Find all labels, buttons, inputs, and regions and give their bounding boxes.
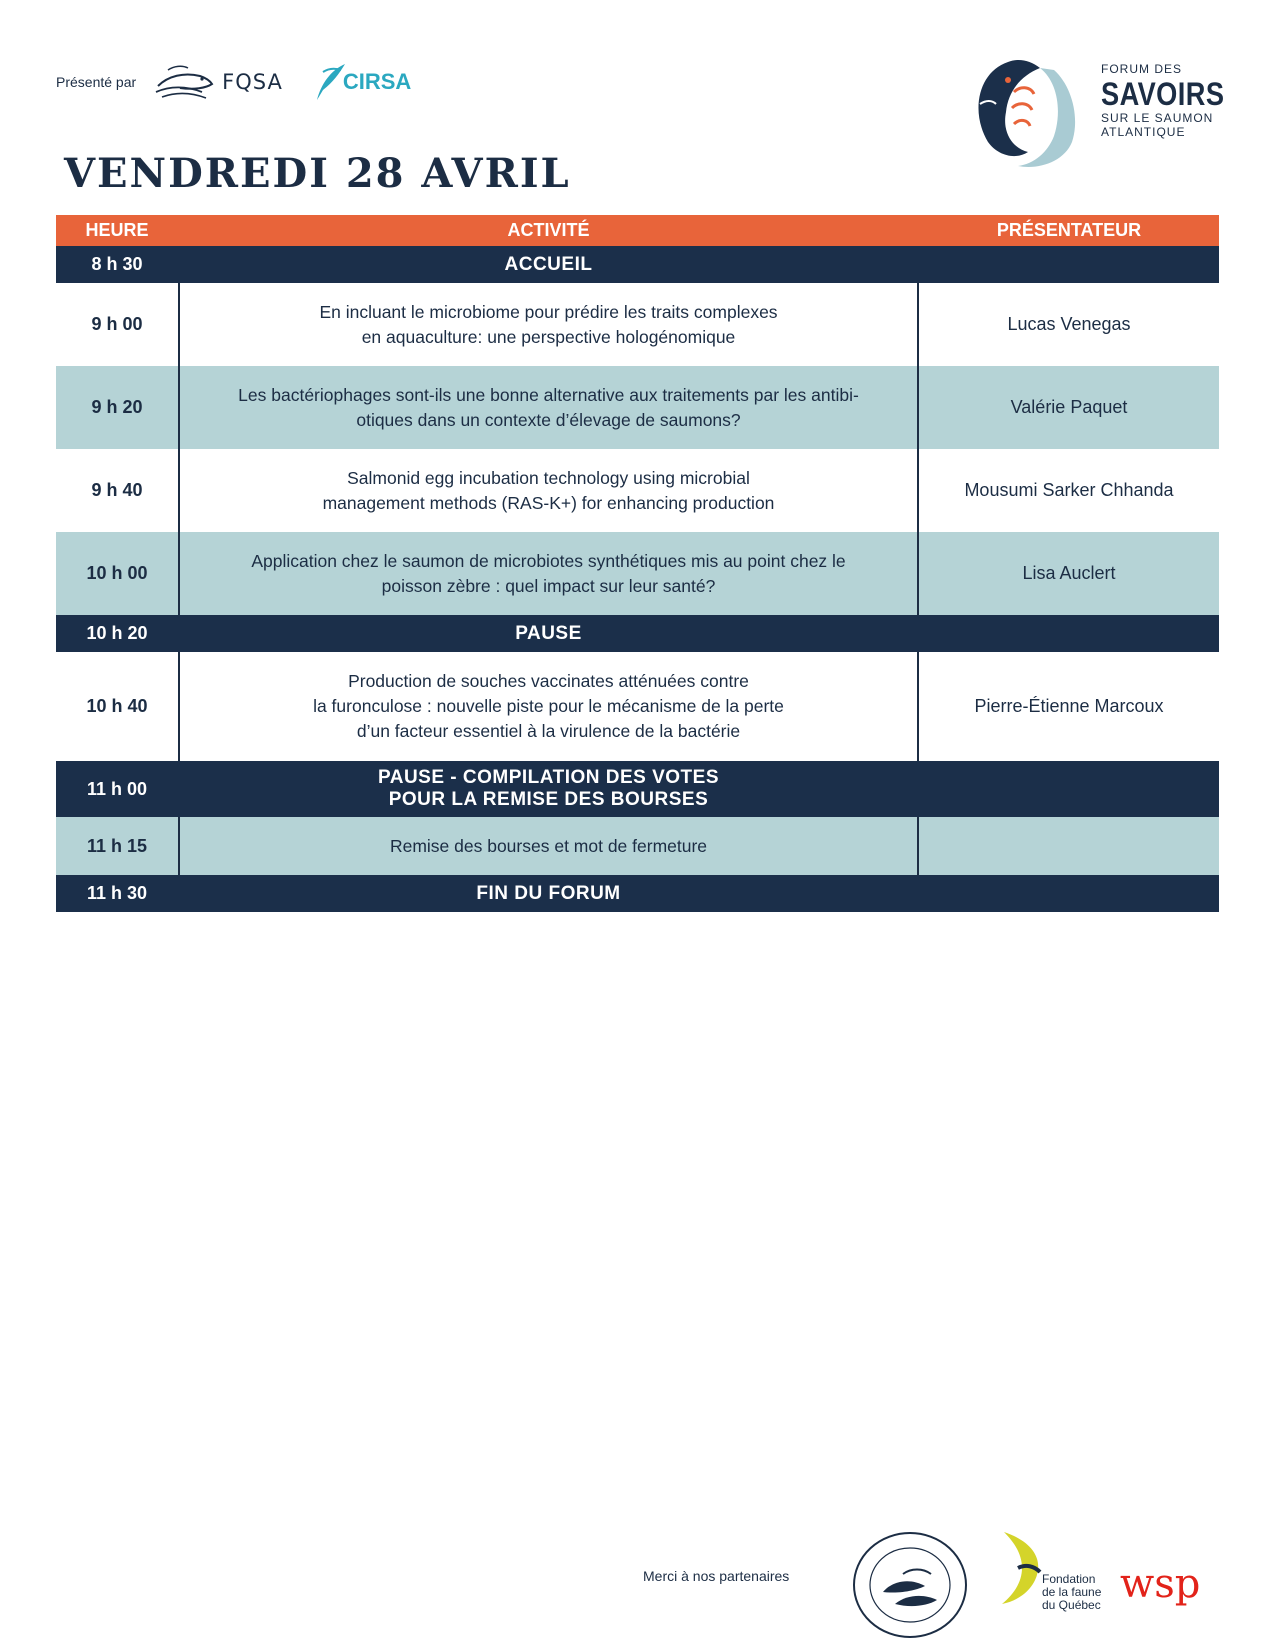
row-presenter xyxy=(919,817,1219,875)
row-presenter xyxy=(919,615,1219,652)
schedule-table xyxy=(56,215,1219,912)
table-row xyxy=(56,761,1219,817)
header-presentateur: PRÉSENTATEUR xyxy=(996,220,1142,240)
forum-title-block xyxy=(1101,62,1246,139)
wsp-logo-icon xyxy=(1120,1565,1220,1615)
table-row xyxy=(56,652,1219,761)
header-heure: HEURE xyxy=(85,220,149,240)
table-row xyxy=(56,875,1219,912)
asf-seal-icon xyxy=(851,1530,969,1640)
row-activity: PAUSE xyxy=(515,622,582,644)
row-activity: Les bactériophages sont-ils une bonne alternative aux traitements par les antibi- otiques dans un contexte d’élevage de saumons? xyxy=(178,366,919,449)
fondation-line3: du Québec xyxy=(1042,1598,1101,1612)
partners-thanks: Merci à nos partenaires xyxy=(643,1568,790,1584)
row-activity: Remise des bourses et mot de fermeture xyxy=(178,817,919,875)
row-time: 11 h 30 xyxy=(86,883,148,903)
row-activity: PAUSE - COMPILATION DES VOTES POUR LA REMISE DES BOURSES xyxy=(377,767,720,810)
row-activity: Salmonid egg incubation technology using microbial management methods (RAS-K+) for enhancing production xyxy=(178,449,919,532)
row-presenter: Lisa Auclert xyxy=(1022,563,1116,583)
table-row xyxy=(56,283,1219,366)
cirsa-logo-text: CIRSA xyxy=(342,69,412,94)
fondation-line2: de la faune xyxy=(1042,1585,1102,1599)
row-presenter: Pierre-Étienne Marcoux xyxy=(974,696,1164,716)
row-activity: Application chez le saumon de microbiotes synthétiques mis au point chez le poisson zèbre : quel impact sur leur santé? xyxy=(178,532,919,615)
table-row xyxy=(56,366,1219,449)
table-row xyxy=(56,615,1219,652)
fqsa-logo xyxy=(154,62,283,102)
presented-by xyxy=(56,62,411,102)
row-time: 9 h 00 xyxy=(91,314,143,334)
table-header xyxy=(56,215,1219,246)
cirsa-leaf-icon xyxy=(313,60,347,104)
row-presenter: Lucas Venegas xyxy=(1007,314,1131,334)
wsp-logo-text: wsp xyxy=(1120,1565,1201,1607)
row-time: 9 h 40 xyxy=(91,480,143,500)
row-activity: ACCUEIL xyxy=(504,253,593,275)
forum-line4: ATLANTIQUE xyxy=(1101,125,1186,139)
forum-line2: SAVOIRS xyxy=(1101,76,1225,112)
table-row xyxy=(56,532,1219,615)
cirsa-logo xyxy=(313,60,411,104)
forum-line1: FORUM DES xyxy=(1101,62,1182,76)
row-time: 11 h 15 xyxy=(86,835,148,856)
row-time: 10 h 20 xyxy=(86,623,148,643)
presented-by-label: Présenté par xyxy=(56,74,137,90)
row-presenter xyxy=(919,761,1219,817)
fondation-line1: Fondation xyxy=(1042,1572,1096,1586)
row-presenter xyxy=(919,875,1219,912)
row-time: 10 h 00 xyxy=(86,563,148,583)
row-time: 10 h 40 xyxy=(86,696,148,716)
table-row xyxy=(56,246,1219,283)
row-activity: FIN DU FORUM xyxy=(476,882,621,904)
forum-line3: SUR LE SAUMON xyxy=(1101,111,1214,125)
header-activite: ACTIVITÉ xyxy=(507,220,590,240)
fondation-faune-text xyxy=(1042,1573,1101,1612)
table-row xyxy=(56,449,1219,532)
row-time: 9 h 20 xyxy=(91,397,143,417)
row-activity: En incluant le microbiome pour prédire les traits complexes en aquaculture: une perspective hologénomique xyxy=(178,283,919,366)
row-time: 8 h 30 xyxy=(91,254,143,274)
table-row xyxy=(56,817,1219,875)
row-time: 11 h 00 xyxy=(86,778,148,799)
row-presenter: Mousumi Sarker Chhanda xyxy=(964,480,1174,500)
fqsa-logo-text: FQSA xyxy=(222,70,283,94)
row-activity: Production de souches vaccinates atténuées contre la furonculose : nouvelle piste pour le mécanisme de la perte d’un facteur essentiel à la virulence de la bactérie xyxy=(178,652,919,761)
row-presenter xyxy=(919,246,1219,283)
row-presenter: Valérie Paquet xyxy=(1010,397,1128,417)
page-title: VENDREDI 28 AVRIL xyxy=(64,150,571,197)
fqsa-fish-icon xyxy=(154,62,216,102)
